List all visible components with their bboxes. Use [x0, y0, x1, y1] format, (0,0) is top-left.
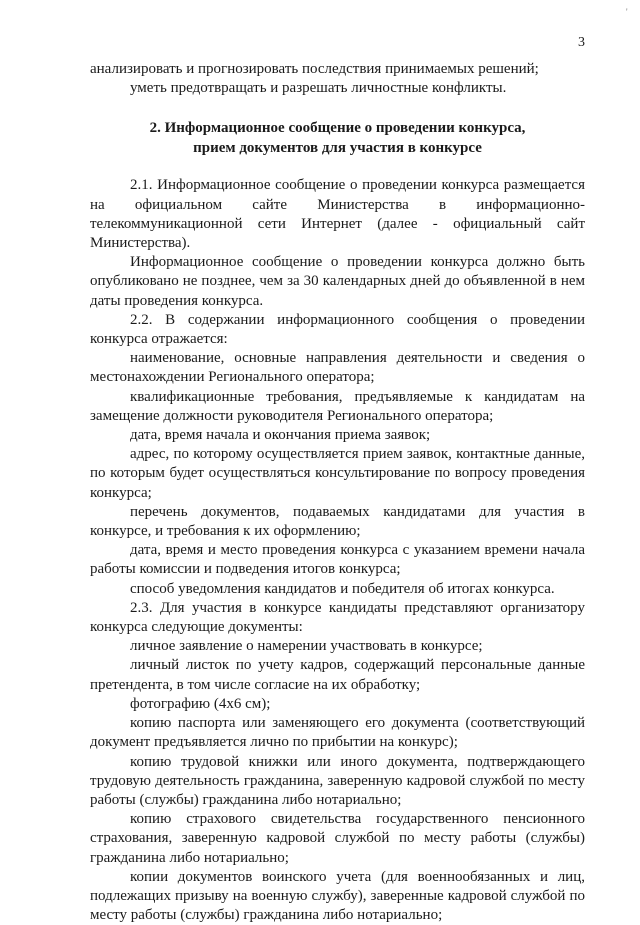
list-item-photo: фотографию (4х6 см);	[130, 695, 271, 712]
intro-paragraph-1: анализировать и прогнозировать последствия принимаемых решений;	[90, 61, 539, 77]
paragraph-2-3: 2.3. Для участия в конкурсе кандидаты представляют организатору конкурса следующие документы:	[90, 599, 585, 636]
paragraph-publication: Информационное сообщение о проведении конкурса должно быть опубликовано не позднее, чем за 30 календарных дней до объявленной в нем даты проведения конкурса.	[90, 254, 585, 309]
list-item-address: адрес, по которому осуществляется прием заявок, контактные данные, по которым будет осуществляться консультирование по вопросу проведения конкурса;	[90, 446, 585, 501]
list-item-contest-date: дата, время и место проведения конкурса с указанием времени начала работы комиссии и подведения итогов конкурса;	[90, 542, 585, 578]
list-item-personnel-sheet: личный листок по учету кадров, содержащий персональные данные претендента, в том числе согласие на их обработку;	[90, 657, 585, 693]
list-item-pension-certificate: копию страхового свидетельства государственного пенсионного страхования, заверенную кадровой службой по месту работы (службы) гражданина либо нотариально;	[90, 811, 585, 866]
list-item-notification: способ уведомления кандидатов и победителя об итогах конкурса.	[130, 580, 555, 597]
list-item-documents: перечень документов, подаваемых кандидатами для участия в конкурсе, и требования к их оформлению;	[90, 503, 585, 540]
section-heading-line-1: 2. Информационное сообщение о проведении конкурса,	[149, 120, 526, 137]
section-heading	[90, 119, 585, 158]
section-heading-line-2: прием документов для участия в конкурсе	[193, 139, 482, 156]
list-item-employment-book: копию трудовой книжки или иного документа, подтверждающего трудовую деятельность гражданина, заверенную кадровой службой по месту работы (службы) гражданина либо нотариально;	[90, 753, 585, 808]
list-item-military-documents: копии документов воинского учета (для военнообязанных и лиц, подлежащих призыву на военную службу), заверенные кадровой службой по месту работы (службы) гражданина либо нотариально;	[90, 868, 585, 924]
list-item-qualification: квалификационные требования, предъявляемые к кандидатам на замещение должности руководителя Регионального оператора;	[90, 388, 585, 424]
document-body	[90, 60, 585, 925]
list-item-passport: копию паспорта или заменяющего его документа (соответствующий документ предъявляется лично по прибытии на конкурс);	[90, 715, 585, 751]
list-item-name: наименование, основные направления деятельности и сведения о местонахождении Регионального оператора;	[90, 350, 585, 386]
intro-paragraph-2: уметь предотвращать и разрешать личностные конфликты.	[130, 80, 507, 97]
page-number: 3	[578, 35, 585, 50]
corner-mark: '	[626, 7, 628, 17]
paragraph-2-2: 2.2. В содержании информационного сообщения о проведении конкурса отражается:	[90, 311, 585, 348]
list-item-dates: дата, время начала и окончания приема заявок;	[130, 427, 431, 444]
list-item-application: личное заявление о намерении участвовать в конкурсе;	[130, 638, 483, 655]
paragraph-2-1: 2.1. Информационное сообщение о проведении конкурса размещается на официальном сайте Министерства в информационно-телекоммуникационной сети Интернет (далее - официальный сайт Министерства).	[90, 177, 585, 252]
